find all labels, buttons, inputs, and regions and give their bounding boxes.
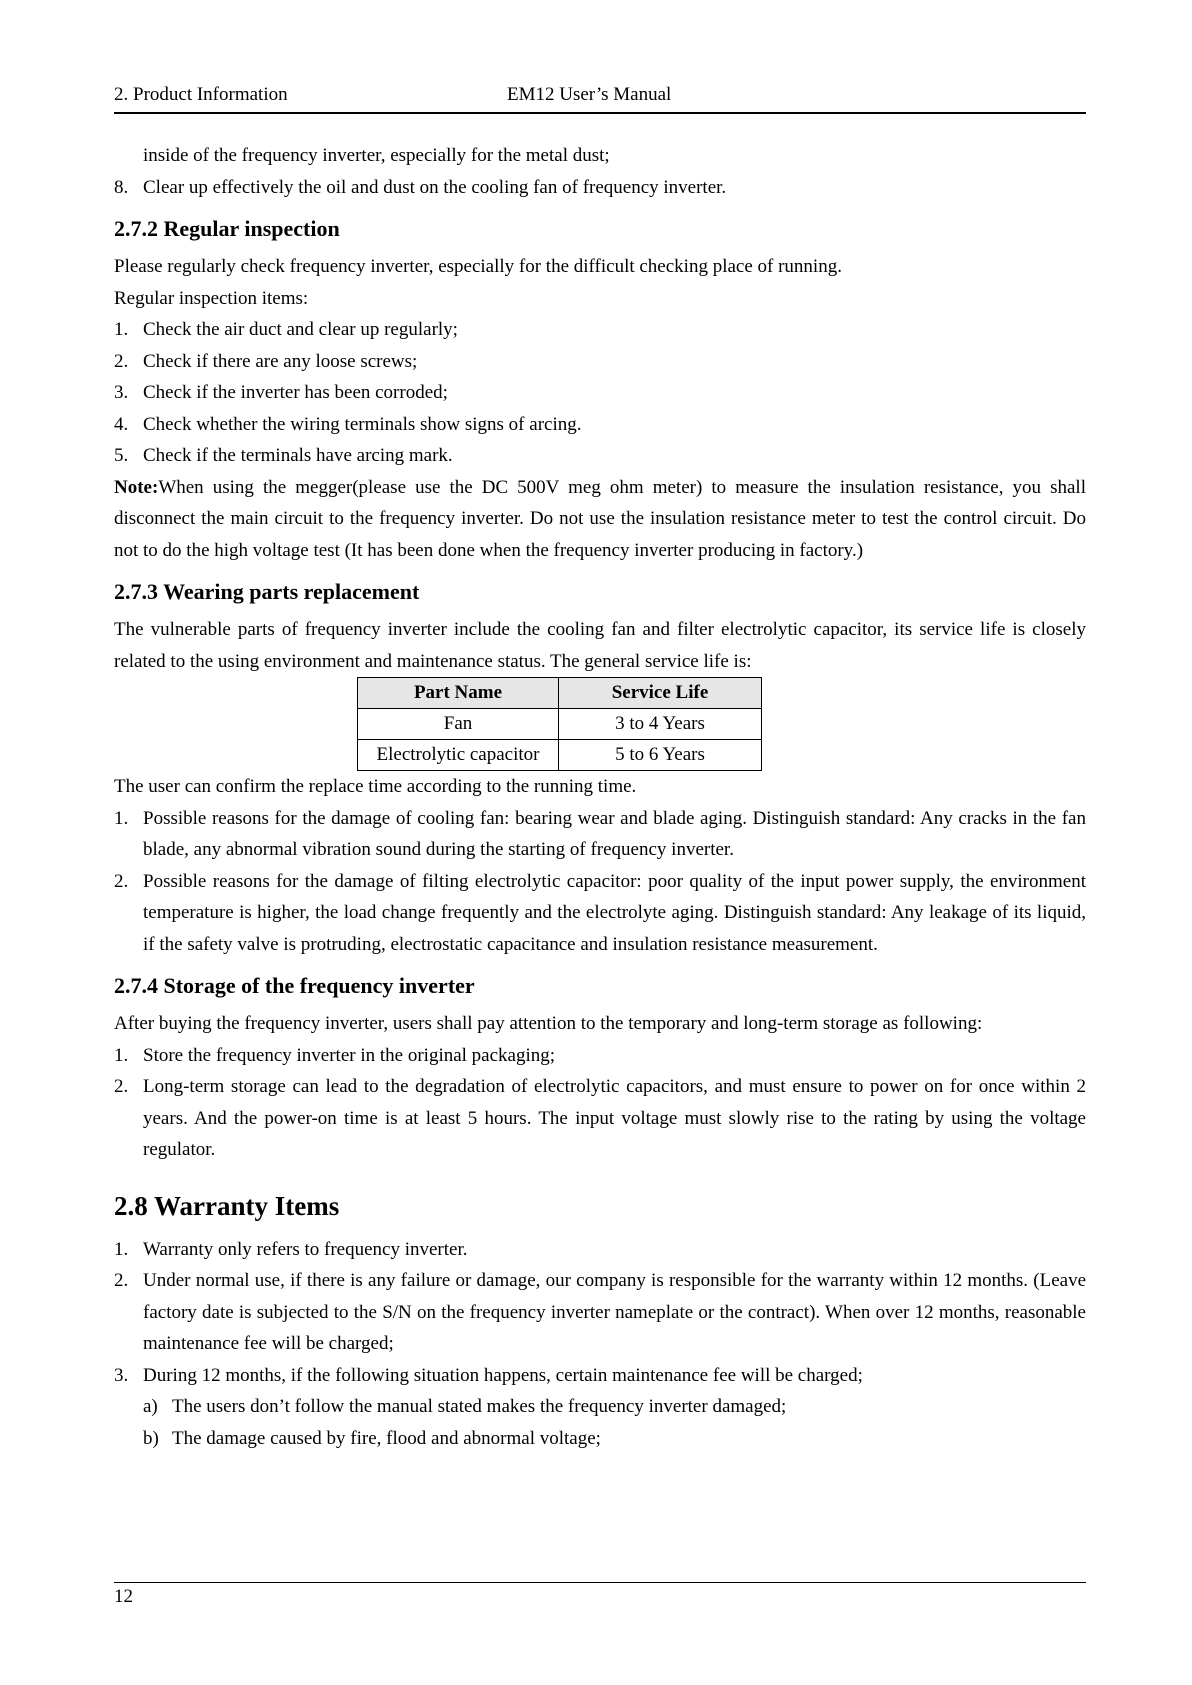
list-item [114, 866, 1086, 961]
paragraph: The user can confirm the replace time according to the running time. [114, 776, 637, 797]
list-item [114, 1071, 1086, 1166]
table-cell: Fan [358, 709, 559, 740]
list-item [114, 346, 1086, 378]
list-item [114, 440, 1086, 472]
list-text: Clear up effectively the oil and dust on the cooling fan of frequency inverter. [143, 176, 727, 198]
paragraph: Regular inspection items: [114, 287, 309, 309]
paragraph: Please regularly check frequency inverter, especially for the difficult checking place of running. [114, 256, 842, 277]
table-row [358, 740, 762, 771]
list-item [114, 314, 1086, 346]
list-number: 2. [114, 350, 129, 372]
header-manual-title: EM12 User’s Manual [507, 84, 672, 105]
section-heading-2-7-3: 2.7.3 Wearing parts replacement [114, 579, 420, 604]
list-item [114, 1265, 1086, 1360]
service-life-table [357, 677, 762, 771]
list-text: Warranty only refers to frequency inverter. [143, 1238, 468, 1260]
list-text: Possible reasons for the damage of filting electrolytic capacitor: poor quality of the input power supply, the environment temperature is higher, the load change frequently and the electrolyte aging. Distinguish standard: Any leakage of its liquid, if the safety valve is protruding, electrostatic capacitance and insulation resistance measurement. [143, 870, 1086, 955]
list-number: 1. [114, 1044, 129, 1066]
footer-divider [114, 1582, 1086, 1583]
list-text: Check if there are any loose screws; [143, 350, 418, 372]
list-text: Check if the terminals have arcing mark. [143, 445, 453, 466]
list-number: 2. [114, 1270, 129, 1291]
list-text: Check the air duct and clear up regularly; [143, 319, 458, 340]
list-item [114, 172, 1086, 204]
list-item [114, 377, 1086, 409]
list-text: Possible reasons for the damage of cooling fan: bearing wear and blade aging. Distinguish standard: Any cracks in the fan blade, any abnormal vibration sound during the starting of frequency inverter. [143, 807, 1086, 860]
table-cell: Electrolytic capacitor [358, 740, 559, 771]
column-header: Service Life [559, 678, 762, 709]
list-number: 5. [114, 445, 129, 466]
table-cell: 5 to 6 Years [559, 740, 762, 771]
note-text: When using the megger(please use the DC 500V meg ohm meter) to measure the insulation resistance, you shall disconnect the main circuit to the frequency inverter. Do not use the insulation resistance meter to test the control circuit. Do not to do the high voltage test (It has been done when the frequency inverter producing in factory.) [114, 476, 1086, 561]
list-number: 1. [114, 807, 129, 829]
list-number: 8. [114, 176, 129, 198]
list-text: Check whether the wiring terminals show signs of arcing. [143, 413, 582, 435]
list-number: 2. [114, 870, 129, 892]
list-number: 4. [114, 413, 129, 435]
list-text: Check if the inverter has been corroded; [143, 382, 448, 403]
column-header: Part Name [358, 678, 559, 709]
section-heading-2-7-4: 2.7.4 Storage of the frequency inverter [114, 973, 475, 998]
list-number: 2. [114, 1076, 129, 1097]
list-item [114, 1360, 1086, 1392]
paragraph: The vulnerable parts of frequency inverter include the cooling fan and filter electrolytic capacitor, its service life is closely related to the using environment and maintenance status. The general service life is: [114, 619, 1086, 672]
header-section-title: 2. Product Information [114, 84, 288, 105]
section-heading-2-7-2: 2.7.2 Regular inspection [114, 216, 340, 241]
page-content [114, 140, 1086, 1454]
table-header-row [358, 678, 762, 709]
paragraph: After buying the frequency inverter, users shall pay attention to the temporary and long-term storage as following: [114, 1013, 983, 1034]
list-text: Under normal use, if there is any failure or damage, our company is responsible for the warranty within 12 months. (Leave factory date is subjected to the S/N on the frequency inverter nameplate or the contract). When over 12 months, reasonable maintenance fee will be charged; [143, 1270, 1086, 1354]
sub-list-letter: b) [143, 1427, 159, 1449]
note-label: Note: [114, 476, 159, 498]
list-item [114, 409, 1086, 441]
table-cell: 3 to 4 Years [559, 709, 762, 740]
note-paragraph [114, 472, 1086, 567]
page-header [114, 84, 1086, 114]
page-number: 12 [114, 1586, 133, 1607]
sub-list-text: The users don’t follow the manual stated makes the frequency inverter damaged; [172, 1396, 787, 1417]
list-number: 3. [114, 382, 129, 403]
continued-text: inside of the frequency inverter, especially for the metal dust; [143, 145, 610, 166]
section-heading-2-8: 2.8 Warranty Items [114, 1190, 340, 1221]
list-item [114, 803, 1086, 866]
list-item [114, 1040, 1086, 1072]
sub-list-item [114, 1423, 1086, 1455]
table-row [358, 709, 762, 740]
list-text: Store the frequency inverter in the original packaging; [143, 1044, 556, 1066]
list-item [114, 1234, 1086, 1266]
sub-list-item [114, 1391, 1086, 1423]
sub-list-text: The damage caused by fire, flood and abnormal voltage; [172, 1427, 601, 1449]
list-text: Long-term storage can lead to the degradation of electrolytic capacitors, and must ensure to power on for once within 2 years. And the power-on time is at least 5 hours. The input voltage must slowly rise to the rating by using the voltage regulator. [143, 1076, 1086, 1160]
list-number: 3. [114, 1364, 129, 1386]
list-number: 1. [114, 1238, 129, 1260]
list-number: 1. [114, 319, 129, 340]
list-text: During 12 months, if the following situation happens, certain maintenance fee will be charged; [143, 1364, 863, 1386]
sub-list-letter: a) [143, 1396, 158, 1417]
